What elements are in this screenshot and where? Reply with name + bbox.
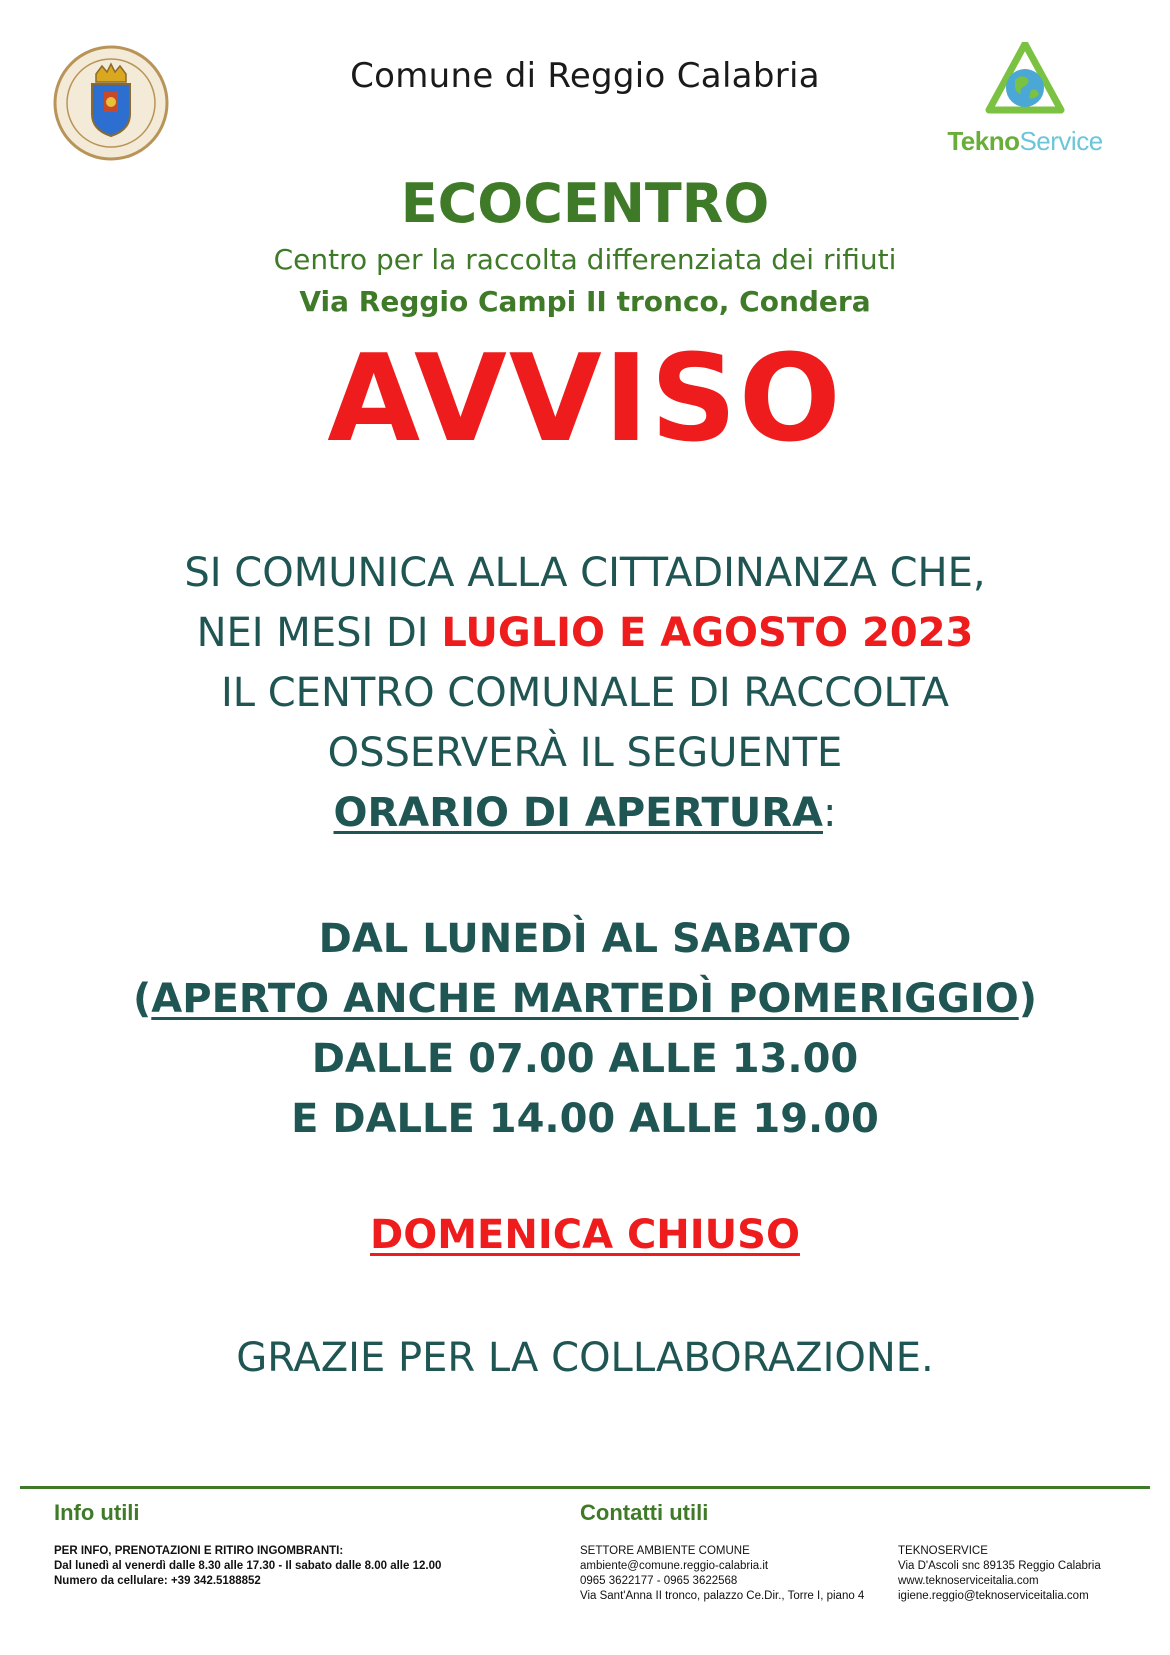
footer-divider [20,1486,1150,1489]
sunday-closed: DOMENICA CHIUSO [370,1212,800,1258]
comune-contact-line: Via Sant'Anna II tronco, palazzo Ce.Dir., Torre I, piano 4 [580,1590,865,1602]
info-heading: Info utili [54,1500,140,1525]
ecocentro-subtitle: Centro per la raccolta differenziata dei rifiuti [273,243,897,276]
ecocentro-address: Via Reggio Campi II tronco, Condera [299,285,871,318]
ecocentro-title: ECOCENTRO [400,172,770,235]
thanks-line: GRAZIE PER LA COLLABORAZIONE. [236,1335,934,1381]
comune-contact-block [580,1544,870,1604]
info-line: Numero da cellulare: +39 342.5188852 [54,1575,261,1587]
tekno-contact-line: igiene.reggio@teknoserviceitalia.com [898,1590,1089,1602]
schedule-note-open-paren: ( [133,976,152,1022]
info-line: Dal lunedì al venerdì dalle 8.30 alle 17.30 - Il sabato dalle 8.00 alle 12.00 [54,1560,442,1572]
notice-line-4: OSSERVERÀ IL SEGUENTE [327,730,843,776]
tekno-logo-part1: Tekno [947,126,1020,156]
comune-contact-line: 0965 3622177 - 0965 3622568 [580,1575,738,1587]
header-title: Comune di Reggio Calabria [350,56,820,96]
info-line: PER INFO, PRENOTAZIONI E RITIRO INGOMBRANTI: [54,1545,344,1557]
comune-contact-line: ambiente@comune.reggio-calabria.it [580,1560,769,1572]
schedule-note-close-paren: ) [1018,976,1037,1022]
teknoservice-logo [930,42,1120,160]
contacts-heading: Contatti utili [580,1500,709,1525]
schedule-afternoon: E DALLE 14.00 ALLE 19.00 [291,1096,879,1142]
schedule-morning: DALLE 07.00 ALLE 13.00 [311,1036,859,1082]
tekno-contact-line: TEKNOSERVICE [898,1545,988,1557]
recycle-globe-icon [985,42,1065,118]
tekno-logo-part2: Service [1019,126,1103,156]
schedule-note-text: APERTO ANCHE MARTEDÌ POMERIGGIO [151,976,1019,1022]
opening-hours-heading: ORARIO DI APERTURA [333,790,824,836]
notice-line-3: IL CENTRO COMUNALE DI RACCOLTA [220,670,950,716]
avviso-heading: AVVISO [327,330,843,469]
tekno-contact-block [898,1544,1138,1604]
notice-line-2 [0,610,1170,656]
tekno-contact-line: www.teknoserviceitalia.com [898,1575,1039,1587]
schedule-note [0,976,1170,1022]
info-block [54,1544,524,1589]
comune-contact-line: SETTORE AMBIENTE COMUNE [580,1545,750,1557]
notice-line-2-prefix: NEI MESI DI [196,610,442,656]
tekno-contact-line: Via D'Ascoli snc 89135 Reggio Calabria [898,1560,1101,1572]
months-highlight: LUGLIO E AGOSTO 2023 [441,610,974,656]
notice-line-5 [0,790,1170,836]
opening-hours-colon: : [823,790,837,836]
schedule-days: DAL LUNEDÌ AL SABATO [318,916,852,962]
notice-line-1: SI COMUNICA ALLA CITTADINANZA CHE, [184,550,986,596]
